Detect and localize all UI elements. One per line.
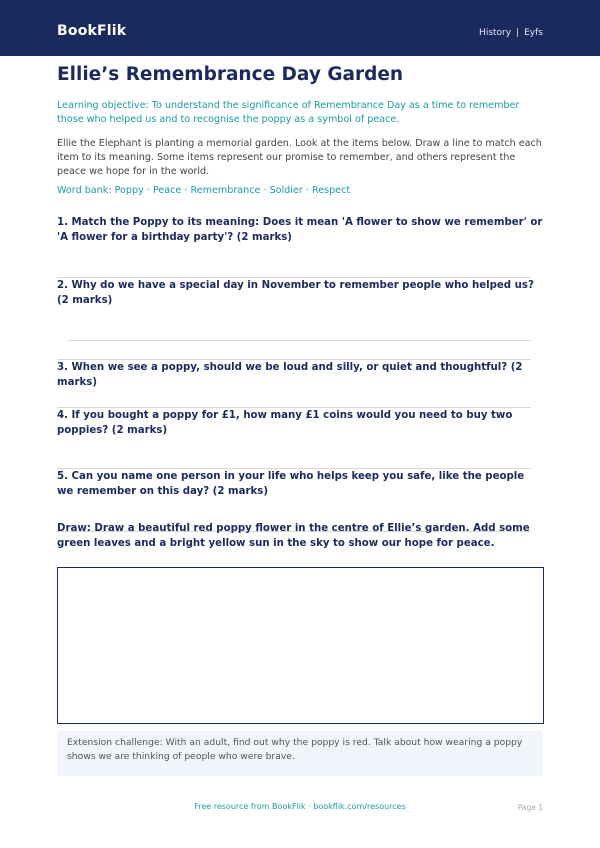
site-header	[0, 0, 600, 56]
breadcrumb	[479, 28, 543, 38]
intro-text: Ellie the Elephant is planting a memorial garden. Look at the items below. Draw a line to match each item to its meaning. Some items represent our promise to remember, and others represent the peace we hope for in the world.	[57, 138, 542, 177]
page-title: Ellie’s Remembrance Day Garden	[57, 64, 404, 85]
extension-challenge	[57, 731, 543, 776]
page-number: Page 1	[517, 803, 543, 812]
extension-text: Extension challenge: With an adult, find out why the poppy is red. Talk about how wearing a poppy shows we are thinking of people who were brave.	[67, 737, 523, 762]
answer-line[interactable]	[68, 340, 531, 341]
question-5: 5. Can you name one person in your life who helps keep you safe, like the people we remember on this day? (2 marks)	[57, 471, 525, 497]
question-4: 4. If you bought a poppy for £1, how many £1 coins would you need to buy two poppies? (2 marks)	[57, 410, 513, 436]
word-bank: Word bank: Poppy · Peace · Remembrance · Soldier · Respect	[57, 185, 351, 196]
breadcrumb-subject[interactable]: History	[479, 28, 512, 38]
breadcrumb-separator: |	[516, 28, 520, 38]
draw-prompt: Draw: Draw a beautiful red poppy flower in the centre of Ellie’s garden. Add some green leaves and a bright yellow sun in the sky to show our hope for peace.	[57, 523, 530, 549]
question-2: 2. Why do we have a special day in November to remember people who helped us? (2 marks)	[57, 280, 534, 306]
brand-logo[interactable]: BookFlik	[57, 23, 127, 39]
footer-link[interactable]: Free resource from BookFlik · bookflik.com/resources	[194, 802, 406, 811]
question-3: 3. When we see a poppy, should we be loud and silly, or quiet and thoughtful? (2 marks)	[57, 362, 523, 388]
word-bank-word: Soldier	[269, 185, 303, 196]
word-bank-word: Remembrance	[190, 185, 261, 196]
drawing-area[interactable]	[57, 567, 544, 724]
learning-objective: Learning objective: To understand the significance of Remembrance Day as a time to remember those who helped us and to recognise the poppy as a symbol of peace.	[57, 100, 520, 125]
question-1: 1. Match the Poppy to its meaning: Does it mean 'A flower to show we remember' or 'A flower for a birthday party'? (2 marks)	[57, 217, 543, 243]
word-bank-word: Respect	[311, 185, 351, 196]
word-bank-label: Word bank:	[57, 185, 112, 196]
word-bank-word: Poppy	[114, 185, 144, 196]
breadcrumb-level[interactable]: Eyfs	[524, 28, 543, 38]
word-bank-word: Peace	[152, 185, 182, 196]
